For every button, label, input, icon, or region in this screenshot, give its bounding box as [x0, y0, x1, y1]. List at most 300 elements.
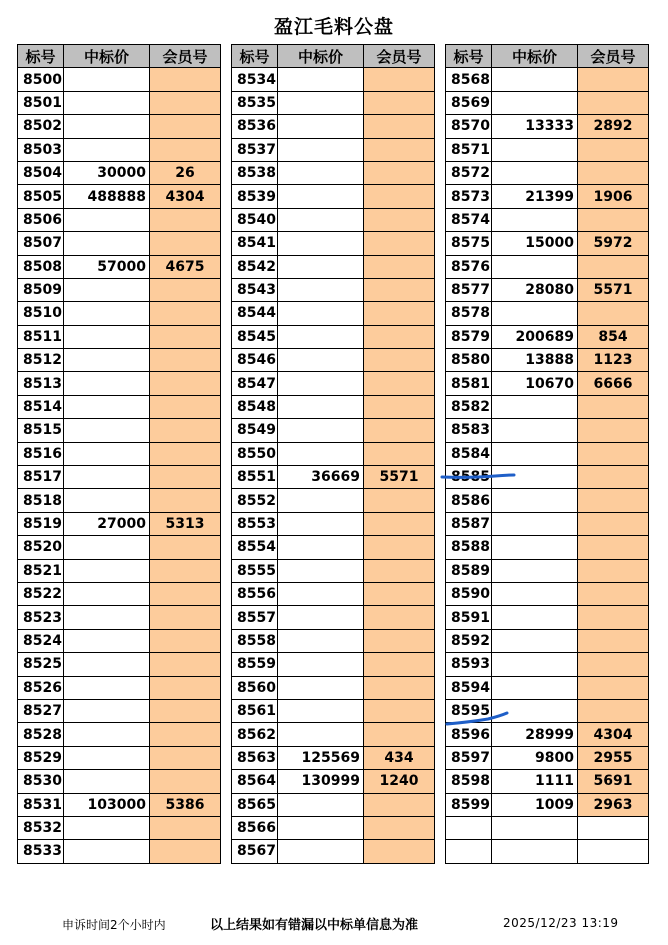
lot-number-cell: 8527	[18, 699, 64, 722]
member-id-cell	[364, 489, 435, 512]
member-id-cell	[150, 606, 221, 629]
lot-number-cell: 8596	[446, 723, 492, 746]
winning-price-cell	[278, 395, 364, 418]
lot-number-cell: 8506	[18, 208, 64, 231]
member-id-cell: 5313	[150, 512, 221, 535]
lot-number-cell: 8583	[446, 419, 492, 442]
lot-number-cell: 8576	[446, 255, 492, 278]
member-id-cell	[150, 138, 221, 161]
results-table-1	[17, 44, 221, 864]
table-row	[232, 536, 435, 559]
table-row	[18, 185, 221, 208]
lot-number-cell: 8507	[18, 232, 64, 255]
member-id-cell	[364, 302, 435, 325]
lot-number-cell: 8597	[446, 746, 492, 769]
member-id-cell	[150, 395, 221, 418]
lot-number-cell: 8540	[232, 208, 278, 231]
table-row	[446, 232, 649, 255]
winning-price-cell: 1009	[492, 793, 578, 816]
winning-price-cell: 36669	[278, 466, 364, 489]
member-id-cell	[150, 559, 221, 582]
lot-number-cell: 8534	[232, 68, 278, 91]
winning-price-cell: 130999	[278, 770, 364, 793]
table-row	[232, 349, 435, 372]
table-row	[232, 115, 435, 138]
member-id-cell: 5972	[578, 232, 649, 255]
table-row	[18, 629, 221, 652]
winning-price-cell	[492, 676, 578, 699]
lot-number-cell: 8550	[232, 442, 278, 465]
lot-number-cell	[446, 840, 492, 863]
table-row	[232, 91, 435, 114]
winning-price-cell	[64, 489, 150, 512]
member-id-cell	[150, 746, 221, 769]
member-id-cell	[578, 536, 649, 559]
member-id-cell	[150, 325, 221, 348]
winning-price-header: 中标价	[278, 45, 364, 68]
winning-price-cell	[64, 840, 150, 863]
winning-price-cell	[278, 676, 364, 699]
member-id-cell: 26	[150, 161, 221, 184]
lot-number-cell: 8555	[232, 559, 278, 582]
lot-number-cell: 8556	[232, 582, 278, 605]
lot-number-cell: 8592	[446, 629, 492, 652]
table-row	[232, 676, 435, 699]
lot-number-cell: 8545	[232, 325, 278, 348]
lot-number-cell: 8541	[232, 232, 278, 255]
member-id-cell	[150, 723, 221, 746]
table-row	[232, 255, 435, 278]
lot-number-cell: 8512	[18, 349, 64, 372]
table-row	[446, 325, 649, 348]
member-id-cell	[578, 395, 649, 418]
member-id-cell	[578, 302, 649, 325]
table-row	[18, 699, 221, 722]
winning-price-cell	[278, 349, 364, 372]
table-row	[18, 115, 221, 138]
table-row	[446, 138, 649, 161]
table-row	[232, 559, 435, 582]
table-row	[232, 770, 435, 793]
member-id-cell	[150, 676, 221, 699]
table-row	[232, 582, 435, 605]
winning-price-cell	[64, 699, 150, 722]
table-row	[446, 442, 649, 465]
winning-price-cell: 28999	[492, 723, 578, 746]
member-id-cell: 1240	[364, 770, 435, 793]
member-id-cell	[364, 419, 435, 442]
winning-price-cell	[278, 115, 364, 138]
member-id-cell	[150, 816, 221, 839]
winning-price-cell	[64, 232, 150, 255]
lot-number-cell: 8544	[232, 302, 278, 325]
winning-price-cell	[278, 489, 364, 512]
table-row	[18, 302, 221, 325]
winning-price-cell	[278, 606, 364, 629]
table-row	[18, 372, 221, 395]
winning-price-cell	[64, 278, 150, 301]
header-row	[232, 45, 435, 68]
lot-number-cell: 8565	[232, 793, 278, 816]
lot-number-cell: 8525	[18, 653, 64, 676]
lot-number-cell: 8568	[446, 68, 492, 91]
winning-price-cell	[278, 161, 364, 184]
member-id-cell	[578, 161, 649, 184]
lot-number-cell: 8503	[18, 138, 64, 161]
winning-price-cell	[64, 325, 150, 348]
lot-number-cell: 8511	[18, 325, 64, 348]
table-row	[18, 349, 221, 372]
table-row	[18, 723, 221, 746]
member-id-cell	[364, 161, 435, 184]
table-row	[18, 419, 221, 442]
table-row	[232, 372, 435, 395]
winning-price-cell	[278, 629, 364, 652]
member-id-cell	[578, 512, 649, 535]
member-id-cell	[364, 91, 435, 114]
winning-price-cell	[492, 629, 578, 652]
member-id-cell	[364, 372, 435, 395]
lot-number-cell: 8572	[446, 161, 492, 184]
winning-price-cell	[64, 138, 150, 161]
lot-number-cell: 8548	[232, 395, 278, 418]
table-row	[446, 185, 649, 208]
table-row	[232, 325, 435, 348]
table-row	[232, 512, 435, 535]
lot-number-cell: 8516	[18, 442, 64, 465]
winning-price-cell	[64, 115, 150, 138]
table-row	[18, 653, 221, 676]
table-row	[232, 442, 435, 465]
winning-price-cell	[278, 185, 364, 208]
member-id-cell	[150, 699, 221, 722]
winning-price-cell	[492, 489, 578, 512]
table-row	[18, 770, 221, 793]
lot-number-cell: 8519	[18, 512, 64, 535]
lot-number-cell: 8566	[232, 816, 278, 839]
lot-number-cell: 8501	[18, 91, 64, 114]
member-id-cell	[150, 489, 221, 512]
lot-number-cell: 8532	[18, 816, 64, 839]
winning-price-cell	[278, 91, 364, 114]
lot-number-cell: 8570	[446, 115, 492, 138]
lot-number-cell: 8517	[18, 466, 64, 489]
table-row	[232, 419, 435, 442]
member-id-cell	[150, 582, 221, 605]
winning-price-cell	[492, 816, 578, 839]
lot-number-cell: 8562	[232, 723, 278, 746]
member-id-cell	[364, 840, 435, 863]
winning-price-cell: 125569	[278, 746, 364, 769]
table-row	[18, 442, 221, 465]
winning-price-cell	[64, 559, 150, 582]
member-id-header: 会员号	[150, 45, 221, 68]
winning-price-cell	[64, 653, 150, 676]
lot-number-cell: 8505	[18, 185, 64, 208]
winning-price-cell	[64, 372, 150, 395]
lot-number-cell: 8543	[232, 278, 278, 301]
member-id-cell	[364, 185, 435, 208]
table-row	[446, 372, 649, 395]
table-row	[446, 770, 649, 793]
header-row	[446, 45, 649, 68]
table-row	[232, 816, 435, 839]
winning-price-cell	[64, 816, 150, 839]
table-row	[446, 395, 649, 418]
winning-price-cell	[64, 676, 150, 699]
member-id-cell: 4304	[150, 185, 221, 208]
lot-number-cell: 8587	[446, 512, 492, 535]
lot-number-cell: 8585	[446, 466, 492, 489]
lot-number-cell: 8558	[232, 629, 278, 652]
winning-price-cell	[492, 582, 578, 605]
member-id-cell	[150, 302, 221, 325]
lot-number-cell: 8528	[18, 723, 64, 746]
lot-number-cell: 8554	[232, 536, 278, 559]
table-row	[232, 161, 435, 184]
table-row	[18, 746, 221, 769]
winning-price-cell: 9800	[492, 746, 578, 769]
lot-number-cell: 8508	[18, 255, 64, 278]
member-id-cell	[364, 816, 435, 839]
table-row	[446, 582, 649, 605]
lot-number-header: 标号	[446, 45, 492, 68]
winning-price-cell	[492, 91, 578, 114]
member-id-cell: 5691	[578, 770, 649, 793]
lot-number-cell: 8579	[446, 325, 492, 348]
member-id-cell: 5386	[150, 793, 221, 816]
winning-price-cell	[64, 746, 150, 769]
table-row	[446, 699, 649, 722]
table-row	[232, 232, 435, 255]
lot-number-cell: 8591	[446, 606, 492, 629]
member-id-cell: 1906	[578, 185, 649, 208]
winning-price-cell	[64, 349, 150, 372]
member-id-cell	[578, 816, 649, 839]
lot-number-cell: 8595	[446, 699, 492, 722]
table-row	[446, 559, 649, 582]
member-id-cell: 2892	[578, 115, 649, 138]
member-id-cell	[364, 723, 435, 746]
member-id-cell	[364, 653, 435, 676]
winning-price-cell	[492, 419, 578, 442]
table-row	[446, 466, 649, 489]
winning-price-cell	[492, 302, 578, 325]
member-id-cell	[150, 770, 221, 793]
lot-number-cell: 8510	[18, 302, 64, 325]
member-id-cell	[150, 442, 221, 465]
winning-price-cell	[64, 723, 150, 746]
table-row	[18, 606, 221, 629]
member-id-cell	[578, 68, 649, 91]
table-row	[18, 395, 221, 418]
results-table-2	[231, 44, 435, 864]
lot-number-cell: 8599	[446, 793, 492, 816]
member-id-cell	[364, 676, 435, 699]
winning-price-cell	[278, 582, 364, 605]
lot-number-cell: 8526	[18, 676, 64, 699]
member-id-cell	[364, 208, 435, 231]
table-row	[446, 302, 649, 325]
member-id-cell: 4675	[150, 255, 221, 278]
winning-price-cell	[492, 536, 578, 559]
member-id-cell	[364, 793, 435, 816]
winning-price-cell	[278, 699, 364, 722]
member-id-cell	[150, 419, 221, 442]
member-id-header: 会员号	[578, 45, 649, 68]
lot-number-cell	[446, 816, 492, 839]
member-id-cell: 5571	[364, 466, 435, 489]
winning-price-cell	[64, 770, 150, 793]
table-row	[446, 606, 649, 629]
member-id-cell	[578, 419, 649, 442]
member-id-cell	[364, 232, 435, 255]
lot-number-cell: 8535	[232, 91, 278, 114]
winning-price-cell	[278, 536, 364, 559]
lot-number-cell: 8546	[232, 349, 278, 372]
winning-price-cell: 13888	[492, 349, 578, 372]
winning-price-cell	[278, 138, 364, 161]
lot-number-cell: 8530	[18, 770, 64, 793]
results-table	[445, 44, 649, 864]
member-id-cell	[578, 699, 649, 722]
member-id-cell: 854	[578, 325, 649, 348]
member-id-cell	[578, 466, 649, 489]
member-id-cell	[364, 255, 435, 278]
winning-price-cell	[64, 68, 150, 91]
table-row	[18, 466, 221, 489]
member-id-cell	[150, 91, 221, 114]
member-id-cell	[578, 582, 649, 605]
winning-price-cell	[278, 419, 364, 442]
member-id-cell	[364, 606, 435, 629]
winning-price-cell	[64, 91, 150, 114]
lot-number-cell: 8504	[18, 161, 64, 184]
lot-number-cell: 8539	[232, 185, 278, 208]
lot-number-cell: 8563	[232, 746, 278, 769]
winning-price-cell	[278, 723, 364, 746]
lot-number-cell: 8542	[232, 255, 278, 278]
member-id-cell	[578, 559, 649, 582]
table-row	[446, 746, 649, 769]
table-row	[18, 161, 221, 184]
table-row	[18, 68, 221, 91]
member-id-cell: 1123	[578, 349, 649, 372]
lot-number-cell: 8538	[232, 161, 278, 184]
table-row	[232, 629, 435, 652]
winning-price-header: 中标价	[64, 45, 150, 68]
member-id-cell	[364, 629, 435, 652]
winning-price-cell	[278, 372, 364, 395]
winning-price-cell	[64, 466, 150, 489]
table-row	[18, 512, 221, 535]
member-id-cell: 5571	[578, 278, 649, 301]
table-row	[232, 699, 435, 722]
table-row	[446, 653, 649, 676]
lot-number-cell: 8561	[232, 699, 278, 722]
winning-price-cell	[64, 536, 150, 559]
winning-price-cell	[64, 419, 150, 442]
lot-number-cell: 8557	[232, 606, 278, 629]
table-row	[232, 653, 435, 676]
table-row	[446, 793, 649, 816]
member-id-cell	[578, 442, 649, 465]
table-row	[18, 208, 221, 231]
table-row	[232, 489, 435, 512]
table-row	[446, 208, 649, 231]
member-id-cell	[578, 653, 649, 676]
winning-price-cell	[278, 816, 364, 839]
winning-price-cell	[492, 653, 578, 676]
lot-number-cell: 8564	[232, 770, 278, 793]
table-row	[18, 559, 221, 582]
winning-price-cell	[492, 466, 578, 489]
lot-number-cell: 8551	[232, 466, 278, 489]
table-row	[18, 793, 221, 816]
lot-number-cell: 8580	[446, 349, 492, 372]
winning-price-cell	[278, 302, 364, 325]
lot-number-cell: 8584	[446, 442, 492, 465]
lot-number-cell: 8514	[18, 395, 64, 418]
lot-number-cell: 8588	[446, 536, 492, 559]
lot-number-cell: 8575	[446, 232, 492, 255]
winning-price-cell	[278, 278, 364, 301]
member-id-cell	[578, 676, 649, 699]
table-row	[232, 793, 435, 816]
winning-price-cell	[278, 255, 364, 278]
disclaimer-note: 以上结果如有错漏以中标单信息为准	[210, 918, 419, 933]
member-id-cell	[578, 606, 649, 629]
winning-price-cell	[64, 395, 150, 418]
table-row	[232, 138, 435, 161]
winning-price-cell: 488888	[64, 185, 150, 208]
table-row	[18, 138, 221, 161]
member-id-cell	[150, 629, 221, 652]
lot-number-cell: 8593	[446, 653, 492, 676]
lot-number-cell: 8578	[446, 302, 492, 325]
lot-number-cell: 8577	[446, 278, 492, 301]
table-row	[446, 68, 649, 91]
member-id-cell	[578, 489, 649, 512]
member-id-cell: 2963	[578, 793, 649, 816]
winning-price-header: 中标价	[492, 45, 578, 68]
lot-number-cell: 8590	[446, 582, 492, 605]
member-id-cell	[364, 536, 435, 559]
member-id-cell	[578, 629, 649, 652]
winning-price-cell	[492, 208, 578, 231]
winning-price-cell: 21399	[492, 185, 578, 208]
lot-number-cell: 8560	[232, 676, 278, 699]
winning-price-cell	[492, 442, 578, 465]
winning-price-cell: 103000	[64, 793, 150, 816]
member-id-cell	[578, 208, 649, 231]
table-row	[446, 255, 649, 278]
lot-number-header: 标号	[18, 45, 64, 68]
member-id-cell	[150, 466, 221, 489]
lot-number-cell: 8523	[18, 606, 64, 629]
lot-number-cell: 8547	[232, 372, 278, 395]
table-row	[446, 512, 649, 535]
lot-number-cell: 8569	[446, 91, 492, 114]
winning-price-cell: 13333	[492, 115, 578, 138]
member-id-header: 会员号	[364, 45, 435, 68]
winning-price-cell: 200689	[492, 325, 578, 348]
winning-price-cell	[278, 325, 364, 348]
lot-number-cell: 8518	[18, 489, 64, 512]
member-id-cell: 2955	[578, 746, 649, 769]
header-row	[18, 45, 221, 68]
winning-price-cell: 57000	[64, 255, 150, 278]
